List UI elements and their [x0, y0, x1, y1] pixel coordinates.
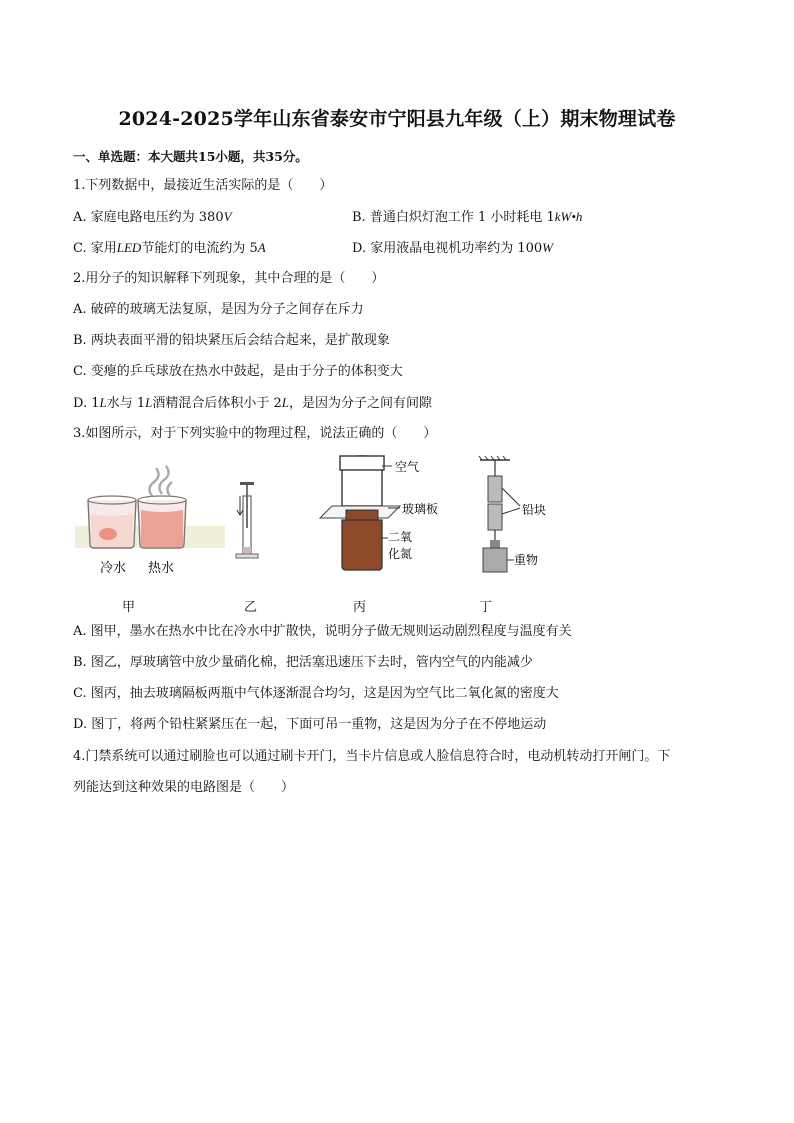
gas-diffusion-figure [320, 456, 438, 570]
q1-stem: 1.下列数据中，最接近生活实际的是（ ） [73, 178, 333, 193]
q2-option-a[interactable]: A. 破碎的玻璃无法复原，是因为分子之间存在斥力 [73, 302, 364, 317]
q2-option-d[interactable]: D. 1L水与 1L酒精混合后体积小于 2L，是因为分子之间有间隙 [73, 395, 433, 411]
cold-water-label: 冷水 [100, 561, 127, 576]
figure-caption-ding: 丁 [479, 600, 493, 615]
piston-tube-figure [236, 482, 258, 558]
beaker-figure [75, 466, 225, 576]
no2-label-line2: 化氮 [388, 547, 413, 561]
figure-caption-yi: 乙 [244, 600, 258, 615]
q3-stem: 3.如图所示，对于下列实验中的物理过程，说法正确的（ ） [73, 426, 437, 441]
lead-cylinder-figure [479, 456, 546, 572]
air-label: 空气 [395, 460, 420, 474]
q1-option-d[interactable]: D. 家用液晶电视机功率约为 100W [352, 240, 554, 256]
q2-stem: 2.用分子的知识解释下列现象，其中合理的是（ ） [73, 271, 385, 286]
q3-option-d[interactable]: D. 图丁，将两个铅柱紧紧压在一起，下面可吊一重物，这是因为分子在不停地运动 [73, 717, 547, 732]
q3-option-c[interactable]: C. 图丙，抽去玻璃隔板两瓶中气体逐渐混合均匀，这是因为空气比二氧化氮的密度大 [73, 686, 559, 701]
q3-figure [70, 448, 590, 583]
section-header: 一、单选题：本大题共15小题，共35分。 [73, 149, 308, 164]
q4-stem-line1: 4.门禁系统可以通过刷脸也可以通过刷卡开门，当卡片信息或人脸信息符合时，电动机转动打开闸门。下 [73, 749, 671, 764]
q3-option-b[interactable]: B. 图乙，厚玻璃管中放少量硝化棉，把活塞迅速压下去时，管内空气的内能减少 [73, 655, 533, 670]
q1-option-b[interactable]: B. 普通白炽灯泡工作 1 小时耗电 1kW•h [352, 209, 583, 225]
exam-title: 2024-2025学年山东省泰安市宁阳县九年级（上）期末物理试卷 [118, 108, 676, 130]
q2-option-c[interactable]: C. 变瘪的乒乓球放在热水中鼓起，是由于分子的体积变大 [73, 364, 403, 379]
q1-option-a[interactable]: A. 家庭电路电压约为 380V [73, 209, 232, 225]
lead-label: 铅块 [522, 503, 547, 517]
no2-label-line1: 二氧 [388, 530, 413, 544]
hot-water-label: 热水 [148, 561, 175, 576]
figure-caption-jia: 甲 [122, 600, 136, 615]
q3-option-a[interactable]: A. 图甲，墨水在热水中比在冷水中扩散快，说明分子做无规则运动剧烈程度与温度有关 [73, 624, 572, 639]
q4-stem-line2: 列能达到这种效果的电路图是（ ） [73, 780, 295, 795]
weight-label: 重物 [514, 553, 539, 567]
q2-option-b[interactable]: B. 两块表面平滑的铅块紧压后会结合起来，是扩散现象 [73, 333, 390, 348]
q1-option-c[interactable]: C. 家用LED节能灯的电流约为 5A [73, 240, 266, 256]
glass-plate-label: 玻璃板 [402, 502, 439, 516]
figure-caption-bing: 丙 [353, 600, 367, 615]
